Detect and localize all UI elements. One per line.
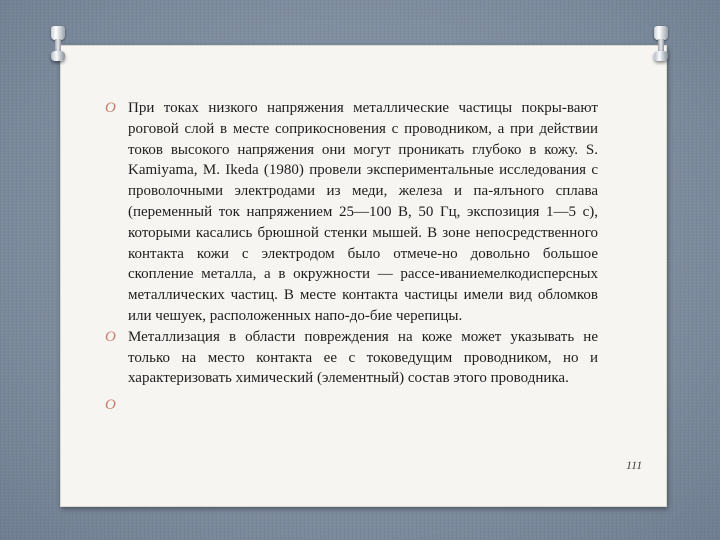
pushpin-icon — [51, 26, 65, 62]
bullet-item — [105, 98, 598, 327]
bullet-icon: O — [105, 397, 116, 414]
bullet-text: При токах низкого напряжения металлические частицы покры-вают роговой слой в месте соприкосновения с проводником, а при действии токов высокого напряжения они могут проникать глубоко в кожу. S. Kamiyama, M. Ikeda (1980) провели экспериментальные исследования с проволочными электродами из меди, железа и па-ялъного сплава (переменный ток напряжением 25—100 В, 50 Гц, экспозиция 1—5 с), которыми касались брюшной стенки мышей. В зоне непосредственного контакта кожи с электродом было отмече-но довольно большое скопление металла, а в окружности — рассе-иваниемелкодисперсных металлических частиц. В месте контакта частицы имели вид обломков или чешуек, расположенных напо-до-бие черепицы. — [128, 100, 598, 324]
bullet-text: Металлизация в области повреждения на коже может указывать не только на место контакта ее с токоведущим проводником, но и характеризовать химический (элементный) состав этого проводника. — [128, 328, 598, 387]
pushpin-icon — [654, 26, 668, 62]
slide-number: 111 — [626, 458, 643, 472]
bullet-item — [105, 395, 598, 416]
slide-content — [105, 98, 598, 416]
bullet-icon: O — [105, 328, 116, 345]
bullet-item — [105, 327, 598, 389]
bullet-icon: O — [105, 100, 116, 116]
